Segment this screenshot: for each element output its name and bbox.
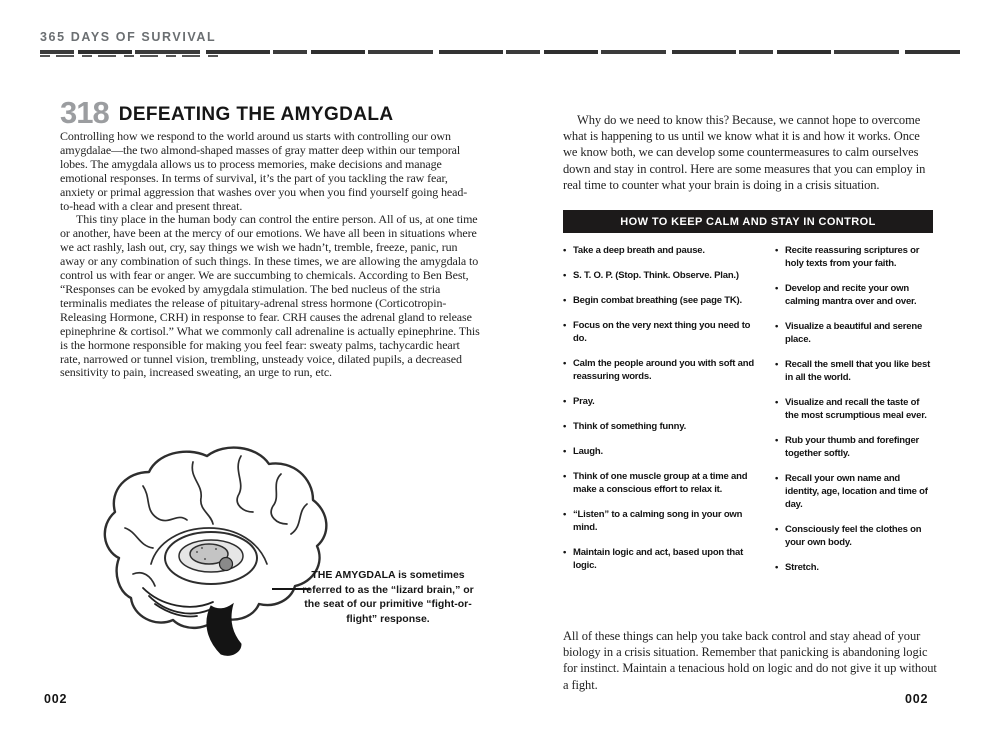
header-divider-line [40,50,960,54]
tip-item: • Visualize and recall the taste of the most scrumptious meal ever. [775,396,933,422]
brain-line-art-svg [85,440,337,668]
tip-item: • Laugh. [563,445,755,458]
tip-item: • Consciously feel the clothes on your own body. [775,523,933,549]
entry-heading [60,95,394,130]
body-paragraph-1: Controlling how we respond to the world around us starts with controlling our own amygdalae—the two almond-shaped masses of gray matter deep within our temporal lobes. The amygdala allows us to process memories, make decisions and manage emotional responses. In terms of survival, it’s the part of you tackling the raw fear, anxiety or primal aggression that washes over you when you find yourself going head-to-head with a clear and present threat. [60,129,468,213]
callout-header-bar: HOW TO KEEP CALM AND STAY IN CONTROL [563,210,933,233]
tip-item: • “Listen” to a calming song in your own mind. [563,508,755,534]
tip-item: • Develop and recite your own calming mantra over and over. [775,282,933,308]
amygdala-marker [220,558,233,571]
tip-item: • Rub your thumb and forefinger together softly. [775,434,933,460]
book-title: 365 DAYS OF SURVIVAL [40,30,217,44]
tips-column-left [563,244,755,586]
tip-item: • S. T. O. P. (Stop. Think. Observe. Plan.) [563,269,755,282]
tip-item: • Recall the smell that you like best in all the world. [775,358,933,384]
calm-tips-list [563,244,933,586]
tip-item: • Calm the people around you with soft and reassuring words. [563,357,755,383]
header-divider-line-detail [40,55,220,57]
brain-illustration [85,440,337,668]
tip-item: • Think of one muscle group at a time and make a conscious effort to relax it. [563,470,755,496]
tip-item: • Stretch. [775,561,933,574]
tip-item: • Maintain logic and act, based upon that logic. [563,546,755,572]
tip-item: • Visualize a beautiful and serene place. [775,320,933,346]
right-intro-paragraph: Why do we need to know this? Because, we cannot hope to overcome what is happening to us until we know what it is and how it works. Once we know both, we can develop some countermeasures to calm ourselves down and stay in control. Here are some measures that you can employ in real time to counter what your brain is doing in a crisis situation. [563,113,926,192]
page-number-right: 002 [905,692,929,706]
body-paragraph-2: This tiny place in the human body can control the entire person. All of us, at one time or another, have been at the mercy of our emotions. We have all been in situations where we act rashly, lash out, cry, say things we wish we hadn’t, tremble, freeze, panic, run away or any combination of such things. In these times, we are allowing the amygdala to control us with fear or anger. We are succumbing to chemicals. According to Ben Best, “Responses can be evoked by amygdala stimulation. The bed nucleus of the stria terminalis mediates the release of pituitary-adrenal stress hormone (Corticotropin-Releasing Hormone, CRH) in response to fear. CRH causes the adrenal gland to release epinephrine & cortisol.” What we commonly call adrenaline is actually epinephrine. This is the hormone responsible for making you feel fear: sweaty palms, tachycardic heart rate, narrowed or tunnel vision, trembling, unsteady voice, dilated pupils, a decreased sensitivity to pain, increased sweating, an urge to run, etc. [60,212,480,380]
tip-item: • Think of something funny. [563,420,755,433]
entry-number: 318 [60,95,109,130]
tips-column-right [775,244,933,586]
tip-item: • Focus on the very next thing you need to do. [563,319,755,345]
tip-item: • Recall your own name and identity, age, location and time of day. [775,472,933,511]
brain-caption: THE AMYGDALA is sometimes referred to as the “lizard brain,” or the seat of our primitive “fight-or-flight” response. [302,569,474,625]
tip-item: • Begin combat breathing (see page TK). [563,294,755,307]
closing-paragraph: All of these things can help you take back control and stay ahead of your biology in a crisis situation. Remember that panicking is abandoning logic for instinct. Maintain a tenacious hold on logic and do not give it up without a fight. [563,629,937,692]
tip-item: • Take a deep breath and pause. [563,244,755,257]
entry-title: DEFEATING THE AMYGDALA [118,104,394,125]
left-body-text [60,130,480,380]
tip-item: • Pray. [563,395,755,408]
tip-item: • Recite reassuring scriptures or holy texts from your faith. [775,244,933,270]
page-number-left: 002 [44,692,68,706]
